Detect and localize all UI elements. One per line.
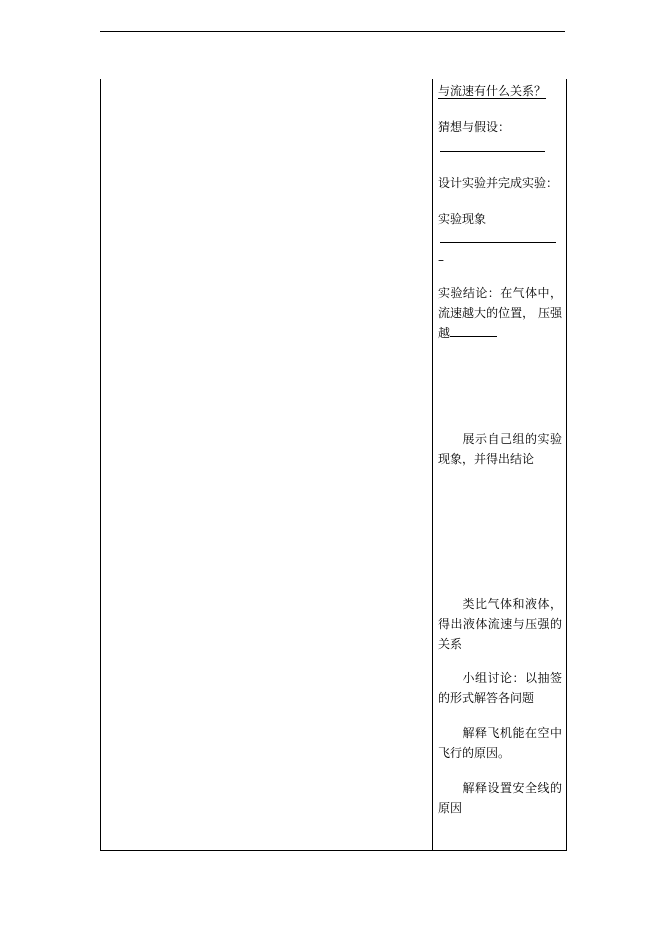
phenomenon-label: 实验现象 <box>438 212 487 226</box>
question-tail: 与流速有什么关系？ <box>438 84 547 98</box>
group-discussion-body: 小组讨论：以抽签的形式解答各问题 <box>438 671 562 705</box>
analogy-text <box>438 594 562 654</box>
phenomenon-end-mark: – <box>438 253 444 267</box>
conclusion-text-body: 实验结论：在气体中，流速越大的位置， 压强越 <box>438 286 562 340</box>
guess-answer-line <box>440 151 545 152</box>
conclusion-blank <box>450 324 497 337</box>
group-discussion-text <box>438 668 562 708</box>
airplane-explanation-text <box>438 723 562 763</box>
table-column-divider <box>432 79 433 851</box>
airplane-explanation-body: 解释飞机能在空中飞行的原因。 <box>438 726 562 760</box>
show-results-body: 展示自己组的实验现象，并得出结论 <box>438 432 562 466</box>
page-header-rule <box>100 31 565 32</box>
analogy-body: 类比气体和液体，得出液体流速与压强的关系 <box>438 597 562 651</box>
show-results-text <box>438 429 562 469</box>
guess-label: 猜想与假设： <box>438 120 511 134</box>
safety-line-explanation-text <box>438 778 562 818</box>
design-label: 设计实验并完成实验： <box>438 176 559 190</box>
conclusion-text <box>438 283 562 343</box>
safety-line-explanation-body: 解释设置安全线的原因 <box>438 781 562 815</box>
phenomenon-answer-line <box>440 242 556 243</box>
